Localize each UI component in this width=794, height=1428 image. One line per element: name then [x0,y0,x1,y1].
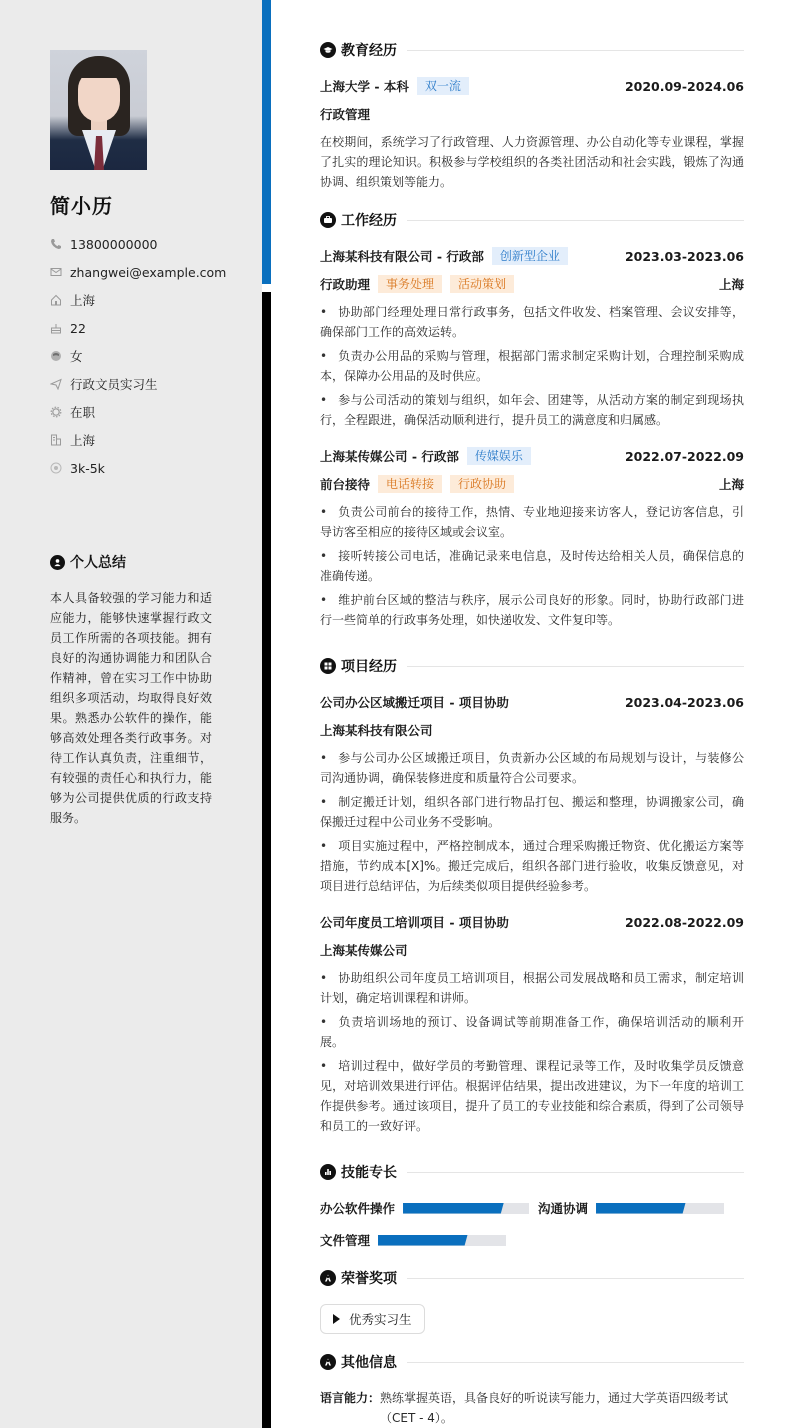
bullet: • 参与公司活动的策划与组织，如年会、团建等，从活动方案的制定到现场执行，全程跟进，确保活动顺利进行，提升员工的满意度和归属感。 [320,390,744,430]
info-award-icon [320,1354,336,1370]
bullet: • 培训过程中，做好学员的考勤管理、课程记录等工作，及时收集学员反馈意见，对培训效果进行评估。根据评估结果，提出改进建议，为下一年度的培训工作提供参考。通过该项目，提升了员工的专业技能和综合素质，得到了公司领导和员工的一致好评。 [320,1056,744,1136]
bullet: • 协助组织公司年度员工培训项目，根据公司发展战略和员工需求，制定培训计划，确定培训课程和讲师。 [320,968,744,1008]
work-item-role: 前台接待 电话转接 行政协助 上海 [320,477,744,492]
project-item-company: 上海某科技有限公司 [320,723,433,738]
project-item-header: 公司年度员工培训项目 - 项目协助 2022.08-2022.09 [320,914,744,930]
bullet: • 负责公司前台的接待工作，热情、专业地迎接来访客人，登记访客信息，引导访客至相应的接待区域或会议室。 [320,502,744,542]
skill-item: 办公软件操作 [320,1200,529,1216]
skill-bar [378,1235,506,1246]
bullet: • 接听转接公司电话，准确记录来电信息，及时传达给相关人员，确保信息的准确传递。 [320,546,744,586]
skill-tag: 事务处理 [378,275,442,293]
skill-bar [403,1203,529,1214]
award-icon [320,1270,336,1286]
work-item-header: 上海某传媒公司 - 行政部 传媒娱乐 2022.07-2022.09 [320,448,744,464]
contact-age: 22 [50,314,226,342]
contact-email: zhangwei@example.com [50,258,226,286]
divider [407,1362,744,1363]
profile-name: 简小历 [50,194,113,218]
divider [407,666,744,667]
section-work: 工作经历 [320,210,744,230]
user-icon [50,555,65,570]
education-header: 上海大学 - 本科 双一流 2020.09-2024.06 [320,78,744,94]
company-tag: 传媒娱乐 [467,447,531,465]
education-tag: 双一流 [417,77,469,95]
education-major: 行政管理 [320,107,371,122]
skill-item: 沟通协调 [538,1200,724,1216]
section-other: 其他信息 [320,1352,744,1372]
skill-tag: 行政协助 [450,475,514,493]
bullet: • 制定搬迁计划，组织各部门进行物品打包、搬运和整理，协调搬家公司，确保搬迁过程中公司业务不受影响。 [320,792,744,832]
skill-tag: 活动策划 [450,275,514,293]
contact-phone: 13800000000 [50,230,226,258]
section-projects: 项目经历 [320,656,744,676]
project-item-header: 公司办公区域搬迁项目 - 项目协助 2023.04-2023.06 [320,694,744,710]
bullet: • 协助部门经理处理日常行政事务，包括文件收发、档案管理、会议安排等，确保部门工作的高效运转。 [320,302,744,342]
skill-item: 文件管理 [320,1232,506,1248]
contact-list [50,230,226,482]
home-icon [50,294,62,306]
contact-work-city: 上海 [50,426,226,454]
project-item-bullets [320,968,744,1140]
send-icon [50,378,62,390]
bullet: • 参与公司办公区域搬迁项目，负责新办公区域的布局规划与设计，与装修公司沟通协调，确保装修进度和质量符合公司要求。 [320,748,744,788]
grid-icon [320,658,336,674]
contact-status: 在职 [50,398,226,426]
skill-bar [596,1203,724,1214]
building-icon [50,434,62,446]
mail-icon [50,266,62,278]
profile-photo [50,50,147,170]
section-awards: 荣誉奖项 [320,1268,744,1288]
divider [407,1172,744,1173]
graduation-cap-icon [320,42,336,58]
work-item-role: 行政助理 事务处理 活动策划 上海 [320,277,744,292]
work-item-header: 上海某科技有限公司 - 行政部 创新型企业 2023.03-2023.06 [320,248,744,264]
triangle-right-icon [333,1314,340,1324]
contact-salary: 3k-5k [50,454,226,482]
contact-gender: 女 [50,342,226,370]
bullet: • 维护前台区域的整洁与秩序，展示公司良好的形象。同时，协助行政部门进行一些简单的行政事务处理，如快递收发、文件复印等。 [320,590,744,630]
award-item: 优秀实习生 [320,1304,425,1334]
divider [407,1278,744,1279]
summary-heading: 个人总结 [50,552,126,572]
contact-city: 上海 [50,286,226,314]
bar-chart-icon [320,1164,336,1180]
skill-tag: 电话转接 [378,475,442,493]
briefcase-icon [320,212,336,228]
other-language: 语言能力： 熟练掌握英语，具备良好的听说读写能力，通过大学英语四级考试（CET - 4）。 [320,1391,729,1425]
accent-bar-blue [262,0,271,284]
project-item-bullets [320,748,744,900]
project-item-company: 上海某传媒公司 [320,943,408,958]
summary-text: 本人具备较强的学习能力和适应能力，能够快速掌握行政文员工作所需的各项技能。拥有良好的沟通协调能力和团队合作精神，曾在实习工作中协助组织多项活动，均取得良好效果。熟悉办公软件的操作，能够高效处理各类行政事务。对待工作认真负责，注重细节，有较强的责任心和执行力，能够为公司提供优质的行政支持服务。 [50,591,212,825]
phone-icon [50,238,62,250]
section-education: 教育经历 [320,40,744,60]
bullet: • 负责培训场地的预订、设备调试等前期准备工作，确保培训活动的顺利开展。 [320,1012,744,1052]
gender-icon [50,350,62,362]
divider [407,50,744,51]
company-tag: 创新型企业 [492,247,568,265]
bullet: • 负责办公用品的采购与管理，根据部门需求制定采购计划，合理控制采购成本，保障办公用品的及时供应。 [320,346,744,386]
bullet: • 项目实施过程中，严格控制成本，通过合理采购搬迁物资、优化搬运方案等措施，节约成本[X]%。搬迁完成后，组织各部门进行验收，收集反馈意见，对项目进行总结评估，为后续类似项目提供经验参考。 [320,836,744,896]
divider [407,220,744,221]
work-item-bullets [320,302,744,434]
accent-bar-black [262,292,271,1428]
education-description: 在校期间，系统学习了行政管理、人力资源管理、办公自动化等专业课程，掌握了扎实的理论知识。积极参与学校组织的各类社团活动和社会实践，锻炼了沟通协调、组织策划等能力。 [320,135,744,189]
cake-icon [50,322,62,334]
gear-icon [50,406,62,418]
contact-position: 行政文员实习生 [50,370,226,398]
work-item-bullets [320,502,744,634]
section-skills: 技能专长 [320,1162,744,1182]
coin-icon [50,462,62,474]
